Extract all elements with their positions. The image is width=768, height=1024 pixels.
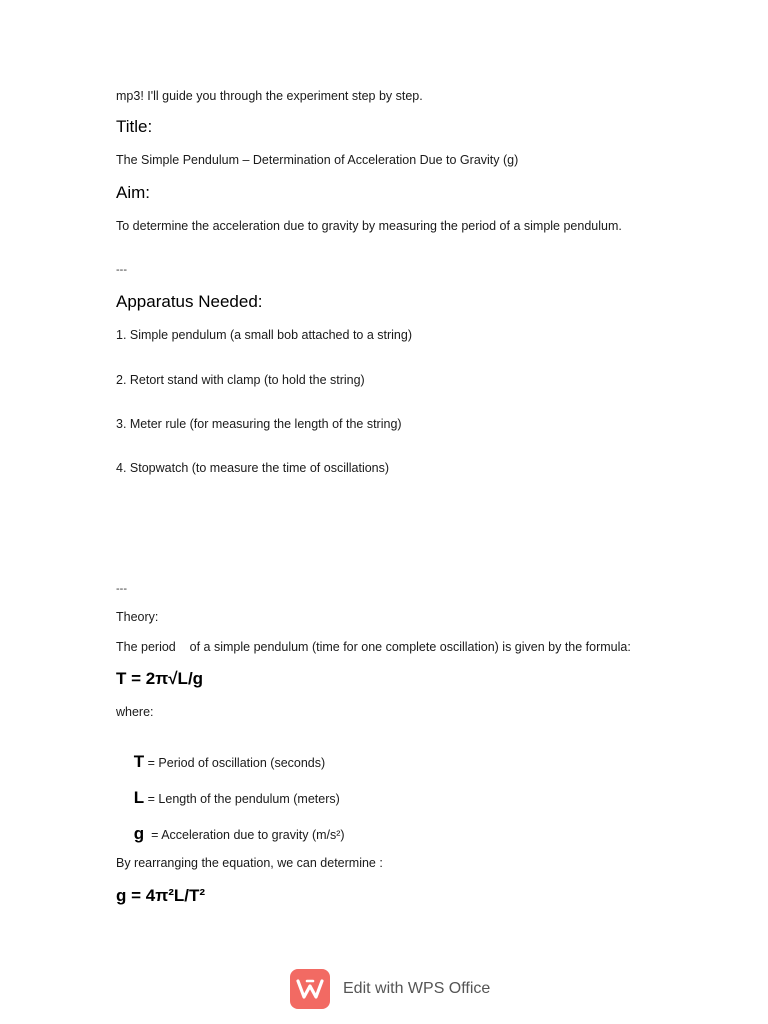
rearrange-text: By rearranging the equation, we can determine : [116, 856, 383, 870]
variable-symbol: L [133, 788, 145, 807]
variable-symbol: T [133, 752, 145, 771]
gravity-formula: g = 4π²L/T² [116, 886, 206, 905]
theory-text: The period of a simple pendulum (time for one complete oscillation) is given by the formula: [116, 640, 631, 654]
aim-text: To determine the acceleration due to gravity by measuring the period of a simple pendulum. [116, 219, 622, 233]
period-formula: T = 2π√L/g [116, 669, 204, 688]
intro-text: mp3! I'll guide you through the experiment step by step. [116, 89, 423, 103]
separator: --- [116, 583, 127, 595]
wps-logo-icon[interactable] [290, 969, 330, 1009]
variable-symbol: g [133, 824, 145, 843]
apparatus-item: 1. Simple pendulum (a small bob attached to a string) [116, 328, 412, 342]
variable-description: = Period of oscillation (seconds) [144, 756, 326, 770]
wps-edit-banner[interactable] [290, 969, 490, 1009]
title-text: The Simple Pendulum – Determination of Acceleration Due to Gravity (g) [116, 153, 519, 167]
theory-label: Theory: [116, 610, 159, 624]
variable-description: = Length of the pendulum (meters) [144, 792, 340, 806]
where-label: where: [116, 705, 154, 719]
apparatus-item: 3. Meter rule (for measuring the length of the string) [116, 417, 402, 431]
separator: --- [116, 264, 127, 276]
apparatus-heading: Apparatus Needed: [116, 292, 263, 311]
apparatus-item: 2. Retort stand with clamp (to hold the string) [116, 373, 365, 387]
aim-heading: Aim: [116, 183, 150, 202]
wps-edit-label[interactable]: Edit with WPS Office [343, 980, 491, 997]
wps-w-glyph [296, 978, 324, 1000]
title-heading: Title: [116, 117, 153, 136]
variable-description: = Acceleration due to gravity (m/s²) [144, 828, 345, 842]
apparatus-item: 4. Stopwatch (to measure the time of oscillations) [116, 461, 390, 475]
variable-definition-g [116, 806, 345, 862]
